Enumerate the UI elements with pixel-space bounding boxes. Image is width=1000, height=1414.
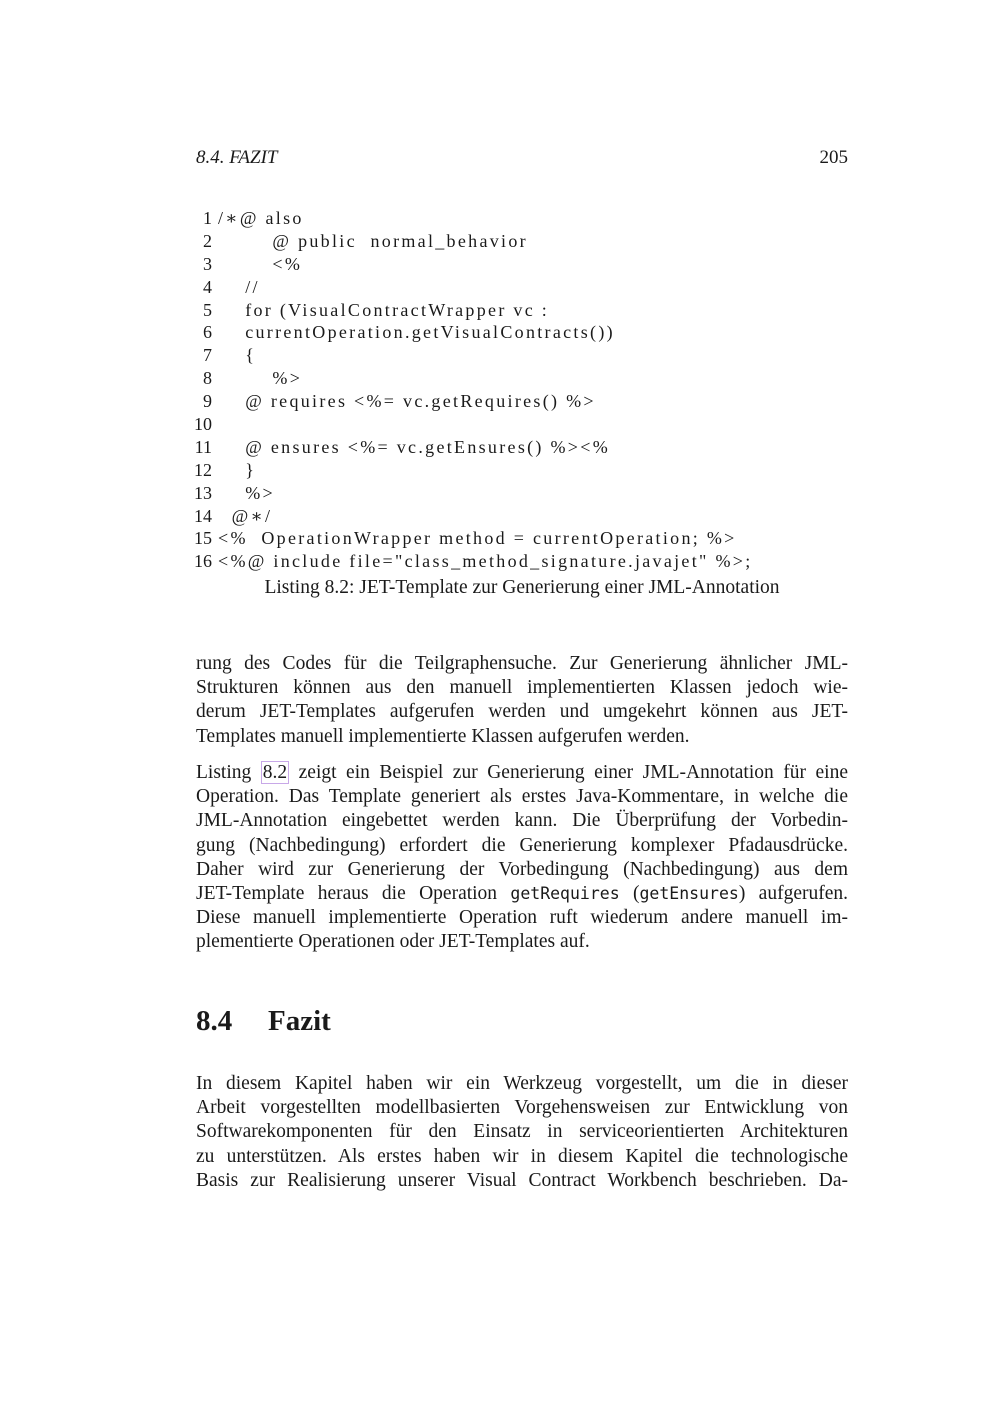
text-line <box>196 882 848 906</box>
text-fragment: ( <box>619 882 640 904</box>
text-line: Arbeit vorgestellten modellbasierten Vorgehensweisen zur Entwicklung von <box>196 1097 848 1119</box>
line-number: 3 <box>203 253 212 274</box>
code-line <box>190 344 850 367</box>
line-number: 16 <box>194 551 212 572</box>
text-fragment: ) aufgerufen. <box>738 882 848 904</box>
line-number: 2 <box>203 230 212 251</box>
line-number: 5 <box>203 299 212 320</box>
code-text: currentOperation.getVisualContracts()) <box>218 322 615 343</box>
code-line <box>190 413 850 436</box>
code-text: <%@ include file="class_method_signature.javajet" %>; <box>218 551 753 572</box>
line-number: 6 <box>203 322 212 343</box>
code-text: /∗@ also <box>218 208 304 228</box>
code-line <box>190 482 850 505</box>
code-listing <box>190 207 850 573</box>
code-line <box>190 299 850 322</box>
line-number: 13 <box>194 482 212 503</box>
running-head-title: 8.4. FAZIT <box>196 147 278 168</box>
line-number: 8 <box>203 368 212 389</box>
text-fragment: JET-Template heraus die Operation <box>196 882 511 904</box>
code-line <box>190 276 850 299</box>
listing-caption: Listing 8.2: JET-Template zur Generierung einer JML-Annotation <box>264 577 780 598</box>
code-line <box>190 436 850 459</box>
section-heading <box>196 1005 331 1038</box>
text-line: derum JET-Templates aufgerufen werden und umgekehrt können aus JET- <box>196 701 848 723</box>
line-number: 12 <box>194 459 212 480</box>
text-line: gung (Nachbedingung) erfordert die Generierung komplexer Pfadausdrücke. <box>196 834 848 856</box>
paragraph-listing-description <box>196 761 848 955</box>
code-text: } <box>218 459 257 480</box>
text-line: Templates manuell implementierte Klassen aufgerufen werden. <box>196 725 690 747</box>
text-line: Softwarekomponenten für den Einsatz in serviceorientierten Architekturen <box>196 1121 848 1143</box>
text-line: rung des Codes für die Teilgraphensuche. Zur Generierung ähnlicher JML- <box>196 653 848 674</box>
code-text: for (VisualContractWrapper vc : <box>218 299 550 320</box>
section-number: 8.4 <box>196 1005 233 1037</box>
code-text: // <box>218 276 260 297</box>
code-line <box>190 459 850 482</box>
line-number: 10 <box>194 414 212 435</box>
line-number: 11 <box>194 436 212 457</box>
text-fragment: Listing <box>196 762 261 783</box>
line-number: 4 <box>203 276 212 297</box>
line-number: 15 <box>194 528 212 549</box>
code-text: <% <box>218 253 303 274</box>
code-getrequires: getRequires <box>510 883 620 903</box>
code-text: @∗/ <box>218 505 273 526</box>
text-line <box>196 761 848 785</box>
code-line <box>190 550 850 573</box>
text-line: zu unterstützen. Als erstes haben wir in diesem Kapitel die technologische <box>196 1145 848 1167</box>
text-line: Strukturen können aus den manuell implementierten Klassen jedoch wie- <box>196 677 848 699</box>
code-line <box>190 207 850 230</box>
code-line <box>190 367 850 390</box>
code-line <box>190 527 850 550</box>
section-title: Fazit <box>268 1005 331 1037</box>
code-text: %> <box>218 368 303 389</box>
code-text: @ public normal_behavior <box>218 230 528 251</box>
code-text: @ ensures <%= vc.getEnsures() %><% <box>218 436 611 457</box>
code-line <box>190 505 850 528</box>
line-number: 9 <box>203 391 212 412</box>
text-line: In diesem Kapitel haben wir ein Werkzeug vorgestellt, um die in dieser <box>196 1073 848 1094</box>
page-number: 205 <box>819 147 848 168</box>
code-text: <% OperationWrapper method = currentOperation; %> <box>218 528 737 549</box>
code-line <box>190 390 850 413</box>
listing-reference-link[interactable]: 8.2 <box>262 762 288 783</box>
code-text: @ requires <%= vc.getRequires() %> <box>218 391 596 412</box>
text-fragment: zeigt ein Beispiel zur Generierung einer JML-Annotation für eine <box>289 762 848 783</box>
paragraph-teilgraphensuche <box>196 652 848 749</box>
line-number: 7 <box>203 345 212 366</box>
text-line: JML-Annotation eingebettet werden kann. Die Überprüfung der Vorbedin- <box>196 810 848 832</box>
line-number: 14 <box>194 505 212 526</box>
code-line <box>190 230 850 253</box>
line-number: 1 <box>203 208 212 228</box>
text-line: Diese manuell implementierte Operation ruft wiederum andere manuell im- <box>196 907 848 929</box>
code-line <box>190 321 850 344</box>
text-line: Operation. Das Template generiert als erstes Java-Kommentare, in welche die <box>196 786 848 808</box>
code-line <box>190 253 850 276</box>
code-getensures: getEnsures <box>639 883 739 903</box>
paragraph-fazit <box>196 1072 848 1193</box>
running-head <box>196 147 848 173</box>
code-text: %> <box>218 482 275 503</box>
text-line: Daher wird zur Generierung der Vorbedingung (Nachbedingung) aus dem <box>196 858 848 880</box>
code-text: { <box>218 345 257 366</box>
text-line: Basis zur Realisierung unserer Visual Contract Workbench beschrieben. Da- <box>196 1169 848 1191</box>
text-line: plementierte Operationen oder JET-Templates auf. <box>196 931 590 953</box>
